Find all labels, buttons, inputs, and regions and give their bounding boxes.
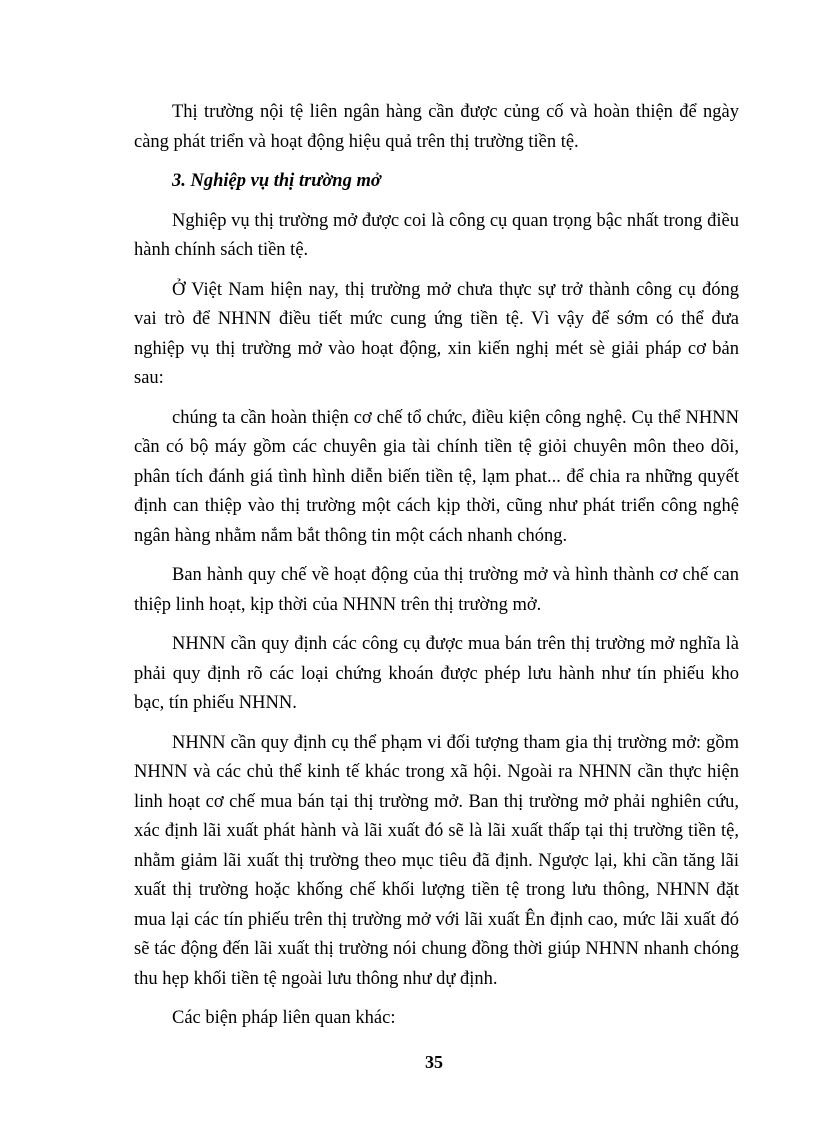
paragraph-interbank-market: Thị trường nội tệ liên ngân hàng cần được củng cố và hoàn thiện để ngày càng phát triển và hoạt động hiệu quả trên thị trường tiền tệ. [134, 102, 739, 152]
paragraph-other-measures: Các biện pháp liên quan khác: [172, 1008, 396, 1028]
paragraph-open-market-definition: Nghiệp vụ thị trường mở được coi là công cụ quan trọng bậc nhất trong điều hành chính sách tiền tệ. [134, 210, 739, 260]
paragraph-vietnam-situation: Ở Việt Nam hiện nay, thị trường mở chưa thực sự trở thành công cụ đóng vai trò để NHNN điều tiết mức cung ứng tiền tệ. Vì vậy để sớm có thể đưa nghiệp vụ thị trường mở vào hoạt động, xin kiến nghị mét sè giải pháp cơ bản sau: [134, 279, 739, 388]
paragraph-improve-mechanism: chúng ta cần hoàn thiện cơ chế tổ chức, điều kiện công nghệ. Cụ thể NHNN cần có bộ máy gồm các chuyên gia tài chính tiền tệ giỏi chuyên môn theo dõi, phân tích đánh giá tình hình diễn biến tiền tệ, lạm phat... để chia ra những quyết định can thiệp vào thị trường một cách kịp thời, cũng như phát triển công nghệ ngân hàng nhằm nắm bắt thông tin một cách nhanh chóng. [134, 407, 739, 546]
page-body [134, 98, 739, 1044]
section-heading: 3. Nghiệp vụ thị trường mở [172, 171, 381, 191]
paragraph-issue-regulations: Ban hành quy chế về hoạt động của thị trường mở và hình thành cơ chế can thiệp linh hoạt, kịp thời của NHNN trên thị trường mở. [134, 565, 739, 615]
page-number: 35 [425, 1052, 443, 1072]
paragraph-traded-instruments: NHNN cần quy định các công cụ được mua bán trên thị trường mở nghĩa là phải quy định rõ các loại chứng khoán được phép lưu hành như tín phiếu kho bạc, tín phiếu NHNN. [134, 634, 739, 713]
paragraph-participants: NHNN cần quy định cụ thể phạm vi đối tượng tham gia thị trường mở: gồm NHNN và các chủ thể kinh tế khác trong xã hội. Ngoài ra NHNN cần thực hiện linh hoạt cơ chế mua bán tại thị trường mở. Ban thị trường mở phải nghiên cứu, xác định lãi xuất phát hành và lãi xuất đó sẽ là lãi xuất thấp tại thị trường tiền tệ, nhằm giảm lãi xuất thị trường theo mục tiêu đã định. Ngược lại, khi cần tăng lãi xuất thị trường hoặc khống chế khối lượng tiền tệ trong lưu thông, NHNN đặt mua lại các tín phiếu trên thị trường mở với lãi xuất Ên định cao, mức lãi xuất đó sẽ tác động đến lãi xuất thị trường nói chung đồng thời giúp NHNN nhanh chóng thu hẹp khối tiền tệ ngoài lưu thông như dự định. [134, 732, 739, 989]
